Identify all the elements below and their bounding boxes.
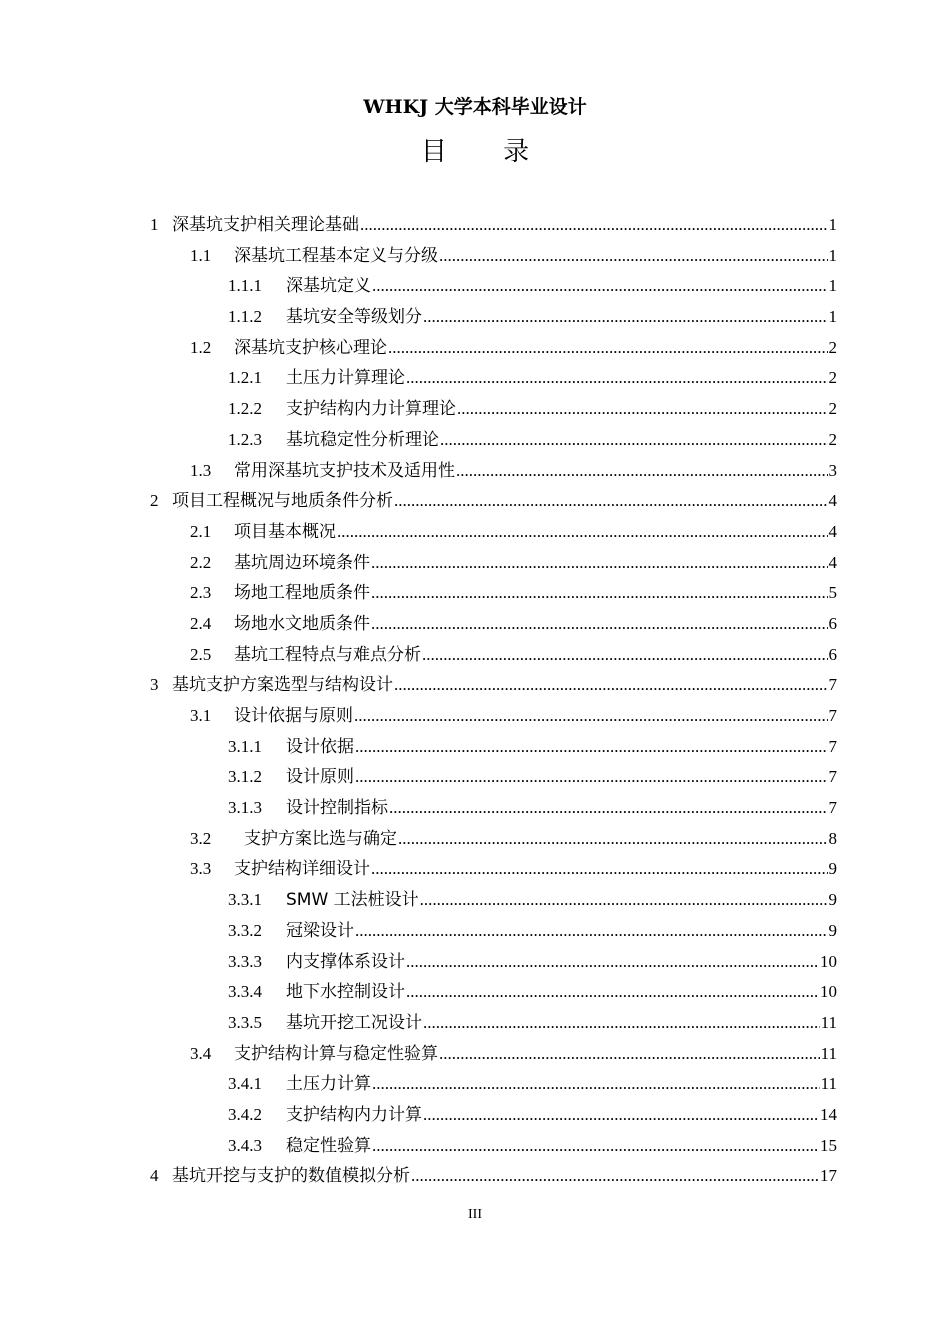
toc-entry-page: 2: [828, 368, 837, 388]
toc-entry-title: 深基坑支护相关理论基础: [172, 215, 359, 235]
toc-entry-title: 基坑周边环境条件: [234, 552, 370, 573]
toc-entry-page: 9: [828, 890, 837, 910]
toc-dot-leader: [411, 1161, 819, 1192]
toc-dot-leader: [394, 486, 828, 517]
toc-entry-title: 项目工程概况与地质条件分析: [172, 491, 393, 512]
toc-dot-leader: [388, 333, 828, 364]
toc-entry-title: 项目基本概况: [234, 521, 336, 542]
toc-entry-title: 支护结构内力计算: [286, 1104, 422, 1125]
toc-dot-leader: [372, 1131, 819, 1162]
toc-entry-title: 设计依据与原则: [234, 706, 353, 726]
toc-entry-page: 8: [828, 828, 837, 848]
toc-entry-number: 2.3: [190, 583, 212, 603]
toc-dot-leader: [406, 977, 819, 1008]
toc-entry-title: 基坑安全等级划分: [286, 307, 422, 328]
toc-entry[interactable]: [150, 640, 837, 671]
toc-entry-number: 3.4.3: [228, 1135, 262, 1155]
toc-entry-page: 2: [828, 429, 837, 449]
toc-dot-leader: [423, 302, 828, 333]
toc-entry[interactable]: [150, 1039, 837, 1070]
toc-entry-number: 3.4.1: [228, 1074, 262, 1094]
toc-entry-number: 2.2: [190, 552, 212, 572]
toc-entry-number: 3.1.1: [228, 736, 262, 756]
toc-entry-number: 2.5: [190, 644, 212, 664]
toc-entry-page: 9: [828, 859, 837, 879]
toc-entry-page: 2: [828, 337, 837, 357]
toc-entry-number: 1.2: [190, 337, 212, 357]
toc-dot-leader: [422, 640, 828, 671]
toc-entry[interactable]: [150, 977, 837, 1008]
toc-entry-title: 支护方案比选与确定: [244, 828, 397, 849]
toc-entry-number: 3.3.5: [228, 1012, 262, 1032]
toc-entry-number: 1.1.2: [228, 307, 262, 327]
toc-entry[interactable]: [150, 1008, 837, 1039]
toc-dot-leader: [371, 854, 828, 885]
page-header: WHKJ 大学本科毕业设计: [363, 96, 587, 118]
toc-dot-leader: [457, 394, 828, 425]
toc-dot-leader: [406, 363, 828, 394]
toc-entry-number: 1.2.1: [228, 368, 262, 388]
toc-entry[interactable]: [150, 1100, 837, 1131]
toc-entry[interactable]: [150, 456, 837, 487]
toc-entry-title: 设计依据: [286, 736, 354, 757]
toc-entry-page: 7: [828, 767, 837, 787]
page-number: III: [468, 1207, 482, 1222]
toc-dot-leader: [355, 762, 828, 793]
toc-entry[interactable]: [150, 885, 837, 916]
toc-dot-leader: [398, 824, 828, 855]
table-of-contents: [150, 210, 837, 1192]
toc-entry-number: 3.3.1: [228, 890, 262, 910]
toc-entry-page: 15: [820, 1135, 837, 1155]
toc-dot-leader: [354, 701, 828, 732]
toc-entry[interactable]: [150, 486, 837, 517]
toc-entry-number: 2.1: [190, 521, 212, 541]
toc-entry-title: 地下水控制设计: [286, 982, 405, 1003]
toc-dot-leader: [439, 241, 828, 272]
toc-entry-page: 10: [820, 982, 837, 1002]
toc-entry[interactable]: [150, 578, 837, 609]
toc-entry-number: 1.1.1: [228, 276, 262, 296]
toc-dot-leader: [420, 885, 828, 916]
toc-entry-title: 场地工程地质条件: [234, 583, 370, 604]
toc-entry-page: 6: [828, 644, 837, 664]
toc-entry-title: 基坑开挖与支护的数值模拟分析: [172, 1166, 410, 1187]
toc-entry-title: 稳定性验算: [286, 1135, 371, 1156]
toc-entry-title: 设计原则: [286, 767, 354, 788]
toc-entry-title: 支护结构详细设计: [234, 859, 370, 880]
toc-entry[interactable]: [150, 701, 837, 732]
toc-dot-leader: [337, 517, 828, 548]
toc-dot-leader: [371, 548, 828, 579]
toc-entry-number: 3.4.2: [228, 1104, 262, 1124]
toc-entry-title: 基坑支护方案选型与结构设计: [172, 675, 393, 696]
toc-entry[interactable]: [150, 548, 837, 579]
toc-entry-page: 4: [828, 491, 837, 511]
toc-entry[interactable]: [150, 762, 837, 793]
toc-entry[interactable]: [150, 1131, 837, 1162]
toc-dot-leader: [456, 456, 828, 487]
toc-entry[interactable]: [150, 271, 837, 302]
toc-entry-title: 支护结构计算与稳定性验算: [234, 1043, 438, 1064]
toc-entry[interactable]: [150, 517, 837, 548]
toc-entry-page: 14: [820, 1104, 837, 1124]
toc-entry[interactable]: [150, 1069, 837, 1100]
toc-entry-page: 4: [828, 521, 837, 541]
toc-entry-page: 11: [820, 1074, 837, 1094]
toc-entry-page: 10: [820, 951, 837, 971]
toc-entry-number: 1.2.2: [228, 399, 262, 419]
toc-entry-number: 3.3: [190, 859, 212, 879]
toc-dot-leader: [439, 1039, 820, 1070]
toc-entry-number: 1: [150, 215, 159, 234]
toc-dot-leader: [371, 609, 828, 640]
toc-entry-page: 6: [828, 613, 837, 633]
toc-entry-number: 2.4: [190, 613, 212, 633]
toc-entry-title: 冠梁设计: [286, 920, 354, 941]
toc-entry-title: 基坑工程特点与难点分析: [234, 644, 421, 665]
toc-dot-leader: [355, 916, 828, 947]
toc-entry-number: 3.3.2: [228, 920, 262, 940]
toc-dot-leader: [389, 793, 828, 824]
toc-entry-number: 4: [150, 1166, 159, 1186]
toc-entry[interactable]: [150, 670, 837, 701]
toc-entry-title: 常用深基坑支护技术及适用性: [234, 460, 455, 481]
toc-entry-title: 内支撑体系设计: [286, 951, 405, 972]
toc-entry-title: 设计控制指标: [286, 798, 388, 819]
toc-entry-number: 3: [150, 675, 159, 695]
toc-entry-page: 3: [828, 460, 837, 480]
toc-dot-leader: [372, 1069, 820, 1100]
toc-entry-title: 场地水文地质条件: [234, 613, 370, 634]
toc-entry-page: 7: [828, 706, 837, 725]
toc-entry[interactable]: [150, 854, 837, 885]
toc-entry-page: 11: [820, 1043, 837, 1063]
toc-entry-page: 1: [828, 245, 837, 265]
toc-entry[interactable]: [150, 824, 837, 855]
toc-entry-title: 深基坑工程基本定义与分级: [234, 245, 438, 266]
toc-entry[interactable]: [150, 609, 837, 640]
toc-entry-number: 3.4: [190, 1043, 212, 1063]
toc-dot-leader: [394, 670, 828, 701]
toc-entry-number: 3.1.3: [228, 798, 262, 818]
toc-entry[interactable]: [150, 333, 837, 364]
toc-entry-page: 5: [828, 583, 837, 603]
toc-entry-title: 深基坑支护核心理论: [234, 337, 387, 358]
toc-entry[interactable]: [150, 916, 837, 947]
toc-entry-page: 9: [828, 920, 837, 940]
toc-entry[interactable]: [150, 363, 837, 394]
toc-entry-number: 3.3.3: [228, 951, 262, 971]
toc-entry-title: 基坑稳定性分析理论: [286, 429, 439, 450]
toc-entry-page: 1: [828, 276, 837, 296]
toc-entry-title: 基坑开挖工况设计: [286, 1012, 422, 1033]
toc-entry[interactable]: [150, 1161, 837, 1192]
toc-entry[interactable]: [150, 425, 837, 456]
toc-entry-title: 土压力计算: [286, 1074, 371, 1095]
toc-entry-page: 4: [828, 552, 837, 572]
toc-dot-leader: [360, 210, 828, 241]
page-title: 目 录: [420, 137, 554, 167]
toc-entry-title: SMW 工法桩设计: [286, 890, 419, 911]
toc-dot-leader: [423, 1100, 819, 1131]
toc-entry[interactable]: [150, 210, 837, 241]
toc-entry-number: 3.1: [190, 706, 212, 725]
toc-dot-leader: [372, 271, 828, 302]
toc-entry-title: 深基坑定义: [286, 276, 371, 297]
toc-entry-number: 1.3: [190, 460, 212, 480]
toc-entry-number: 1.1: [190, 245, 212, 265]
toc-entry-page: 7: [828, 736, 837, 756]
toc-entry[interactable]: [150, 947, 837, 978]
toc-entry-title: 土压力计算理论: [286, 368, 405, 389]
toc-entry-page: 1: [828, 215, 837, 234]
toc-entry-page: 2: [828, 399, 837, 419]
toc-entry[interactable]: [150, 241, 837, 272]
toc-dot-leader: [371, 578, 828, 609]
toc-entry[interactable]: [150, 793, 837, 824]
toc-entry-page: 17: [820, 1166, 837, 1186]
toc-dot-leader: [355, 732, 828, 763]
toc-entry[interactable]: [150, 394, 837, 425]
toc-entry-number: 2: [150, 491, 159, 511]
toc-entry-page: 11: [820, 1012, 837, 1032]
toc-dot-leader: [406, 947, 819, 978]
toc-entry[interactable]: [150, 302, 837, 333]
toc-entry[interactable]: [150, 732, 837, 763]
toc-dot-leader: [423, 1008, 820, 1039]
toc-dot-leader: [440, 425, 828, 456]
toc-entry-page: 7: [828, 675, 837, 695]
toc-entry-page: 7: [828, 798, 837, 818]
toc-entry-page: 1: [828, 307, 837, 327]
toc-entry-number: 3.2: [190, 828, 212, 848]
toc-entry-number: 3.1.2: [228, 767, 262, 787]
toc-entry-number: 1.2.3: [228, 429, 262, 449]
toc-entry-number: 3.3.4: [228, 982, 262, 1002]
toc-entry-title: 支护结构内力计算理论: [286, 399, 456, 420]
